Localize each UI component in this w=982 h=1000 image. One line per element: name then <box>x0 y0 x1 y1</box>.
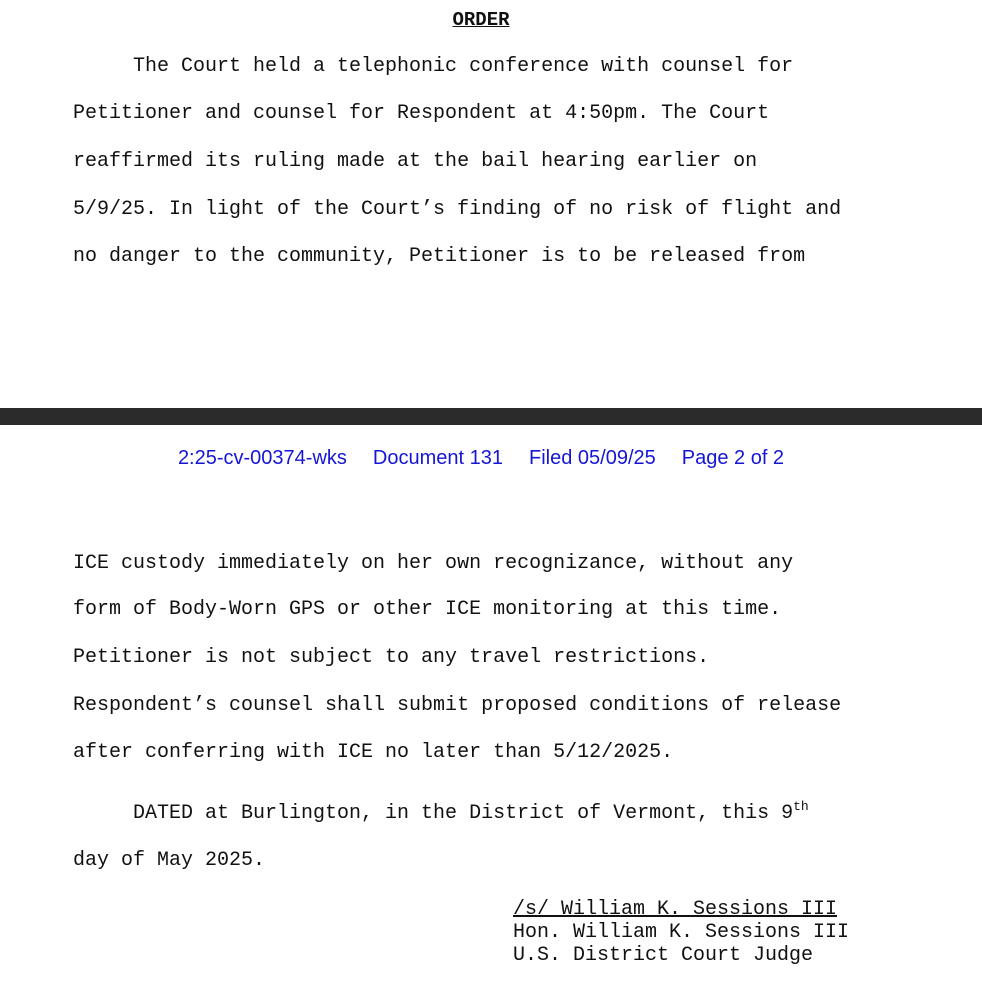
paragraph-line: 5/9/25. In light of the Court’s finding of no risk of flight and <box>73 198 842 221</box>
paragraph-line: after conferring with ICE no later than 5/12/2025. <box>73 741 674 764</box>
filed-date: Filed 05/09/25 <box>528 447 656 469</box>
paragraph-line: form of Body-Worn GPS or other ICE monitoring at this time. <box>73 598 782 621</box>
page-number: Page 2 of 2 <box>681 447 785 469</box>
ordinal-suffix: th <box>793 799 809 814</box>
paragraph-line: reaffirmed its ruling made at the bail hearing earlier on <box>73 150 758 173</box>
paragraph-line: Petitioner is not subject to any travel restrictions. <box>73 646 710 669</box>
signature-line: /s/ William K. Sessions III <box>513 898 838 921</box>
paragraph-line: ICE custody immediately on her own recognizance, without any <box>73 552 794 575</box>
page-break-divider <box>0 408 982 425</box>
dated-text: DATED at Burlington, in the District of Vermont, this 9 <box>73 802 794 825</box>
document-number: Document 131 <box>372 447 503 469</box>
judge-title: U.S. District Court Judge <box>513 944 814 967</box>
paragraph-line: no danger to the community, Petitioner is to be released from <box>73 245 806 268</box>
dated-line <box>73 799 809 826</box>
case-number: 2:25-cv-00374-wks <box>177 447 347 469</box>
document-page-header <box>0 446 962 470</box>
paragraph-line: The Court held a telephonic conference with counsel for <box>73 55 794 78</box>
paragraph-line: Respondent’s counsel shall submit proposed conditions of release <box>73 694 842 717</box>
order-title: ORDER <box>452 9 510 31</box>
dated-line-2: day of May 2025. <box>73 849 266 872</box>
paragraph-line: Petitioner and counsel for Respondent at 4:50pm. The Court <box>73 102 770 125</box>
judge-name: Hon. William K. Sessions III <box>513 921 850 944</box>
